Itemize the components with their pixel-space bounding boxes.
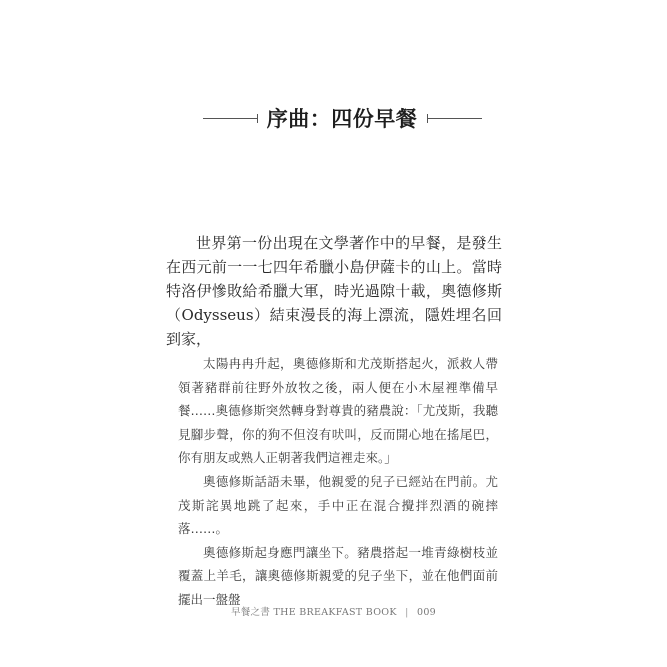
body-text [166, 231, 502, 351]
block-quote [178, 352, 498, 612]
running-title: 早餐之書 THE BREAKFAST BOOK [230, 607, 397, 618]
chapter-header [0, 104, 667, 134]
title-rule-left [203, 118, 257, 119]
footer-separator: | [405, 607, 409, 618]
quote-paragraph-1: 太陽冉冉升起，奧德修斯和尤茂斯搭起火，派救人帶領著豬群前往野外放牧之後，兩人便在小木屋裡準備早餐……奧德修斯突然轉身對尊貴的豬農說：「尤茂斯，我聽見腳步聲，你的狗不但沒有吠叫，反而開心地在搖尾巴，你有朋友或熟人正朝著我們這裡走來。」 [178, 356, 498, 466]
title-rule-right [428, 118, 482, 119]
quote-paragraph-3: 奧德修斯起身應門讓坐下。豬農搭起一堆青綠樹枝並覆蓋上羊毛，讓奧德修斯親愛的兒子坐下，並在他們面前擺出一盤盤 [178, 544, 498, 607]
page-footer [0, 604, 667, 618]
page-number: 009 [416, 607, 437, 618]
title-rule-tick-left [257, 114, 258, 123]
chapter-title: 序曲：四份早餐 [266, 106, 418, 131]
body-paragraph: 世界第一份出現在文學著作中的早餐，是發生在西元前一一七四年希臘小島伊薩卡的山上。當時特洛伊慘敗給希臘大軍，時光過隙十載，奧德修斯（Odysseus）結束漫長的海上漂流，隱姓埋名回到家， [166, 234, 502, 348]
quote-paragraph-2: 奧德修斯話語未畢，他親愛的兒子已經站在門前。尤茂斯詫異地跳了起來，手中正在混合攪拌烈酒的碗摔落……。 [178, 473, 498, 537]
